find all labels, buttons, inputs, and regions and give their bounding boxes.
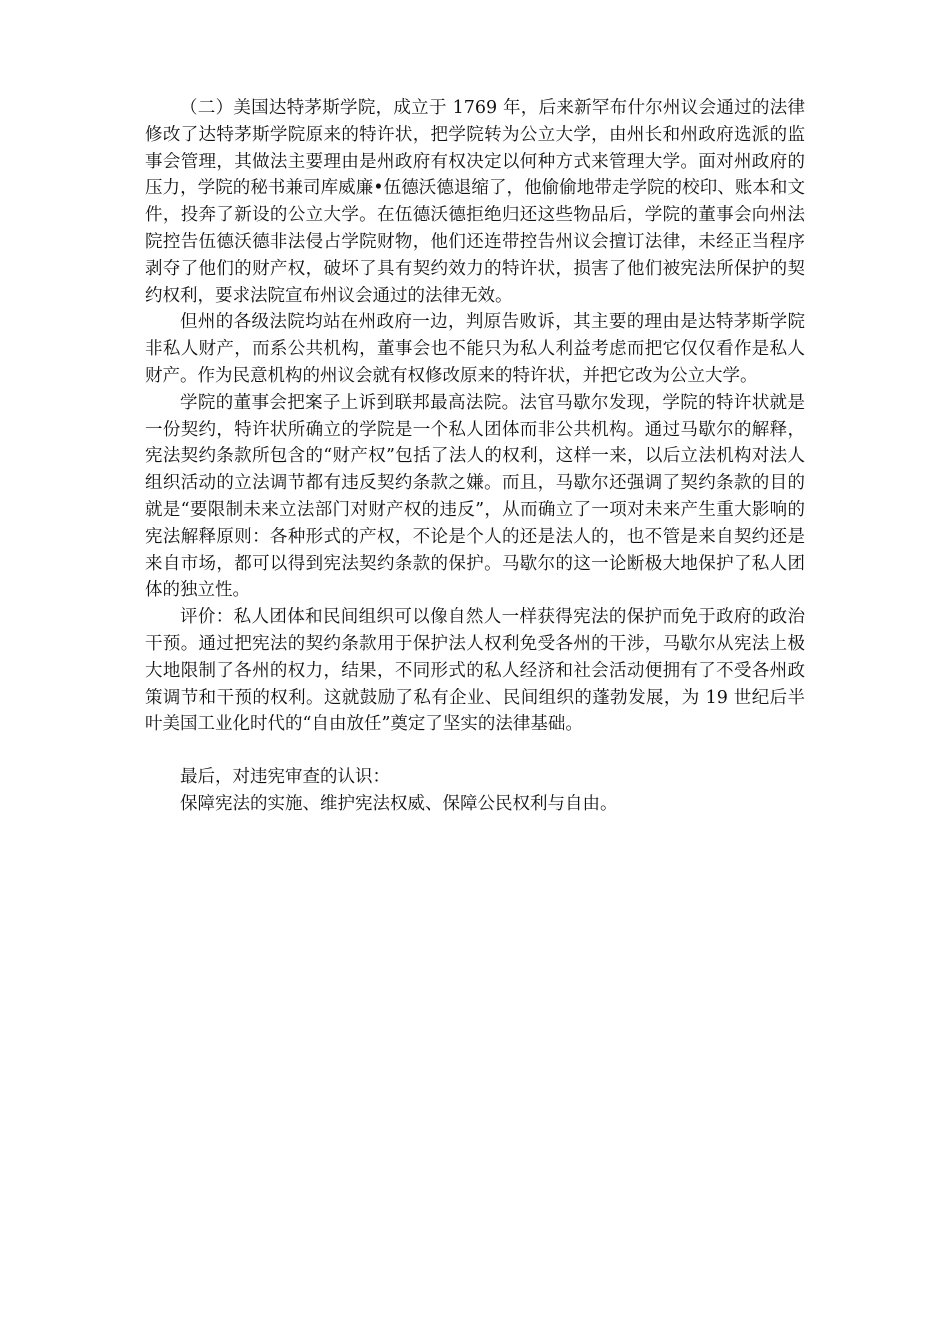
- closing-heading: 最后，对违宪审查的认识：: [180, 767, 390, 788]
- closing-text: 保障宪法的实施、维护宪法权威、保障公民权利与自由。: [180, 793, 618, 814]
- paragraph-dartmouth-case: （二）美国达特茅斯学院，成立于 1769 年，后来新罕布什尔州议会通过的法律修改了达特茅斯学院原来的特许状，把学院转为公立大学，由州长和州政府选派的监事会管理，其做法主要理由是州政府有权决定以何种方式来管理大学。面对州政府的压力，学院的秘书兼司库威廉•伍德沃德退缩了，他偷偷地带走学院的校印、账本和文件，投奔了新设的公立大学。在伍德沃德拒绝归还这些物品后，学院的董事会向州法院控告伍德沃德非法侵占学院财物，他们还连带控告州议会擅订法律，未经正当程序剥夺了他们的财产权，破坏了具有契约效力的特许状，损害了他们被宪法所保护的契约权利，要求法院宣布州议会通过的法律无效。: [145, 98, 805, 306]
- paragraph-evaluation: 评价：私人团体和民间组织可以像自然人一样获得宪法的保护而免于政府的政治干预。通过把宪法的契约条款用于保护法人权利免受各州的干涉，马歇尔从宪法上极大地限制了各州的权力，结果，不同形式的私人经济和社会活动便拥有了不受各州政策调节和干预的权利。这就鼓励了私有企业、民间组织的蓬勃发展，为 19 世纪后半叶美国工业化时代的“自由放任”奠定了坚实的法律基础。: [145, 607, 805, 735]
- paragraph-state-courts: 但州的各级法院均站在州政府一边，判原告败诉，其主要的理由是达特茅斯学院非私人财产，而系公共机构，董事会也不能只为私人利益考虑而把它仅仅看作是私人财产。作为民意机构的州议会就有权修改原来的特许状，并把它改为公立大学。: [145, 312, 805, 386]
- paragraph-spacer: [145, 738, 805, 764]
- document-body: [145, 95, 805, 818]
- paragraph-supreme-court: 学院的董事会把案子上诉到联邦最高法院。法官马歇尔发现，学院的特许状就是一份契约，特许状所确立的学院是一个私人团体而非公共机构。通过马歇尔的解释，宪法契约条款所包含的“财产权”包括了法人的权利，这样一来，以后立法机构对法人组织活动的立法调节都有违反契约条款之嫌。而且，马歇尔还强调了契约条款的目的就是“要限制未来立法部门对财产权的违反”，从而确立了一项对未来产生重大影响的宪法解释原则：各种形式的产权，不论是个人的还是法人的，也不管是来自契约还是来自市场，都可以得到宪法契约条款的保护。马歇尔的这一论断极大地保护了私人团体的独立性。: [145, 392, 805, 601]
